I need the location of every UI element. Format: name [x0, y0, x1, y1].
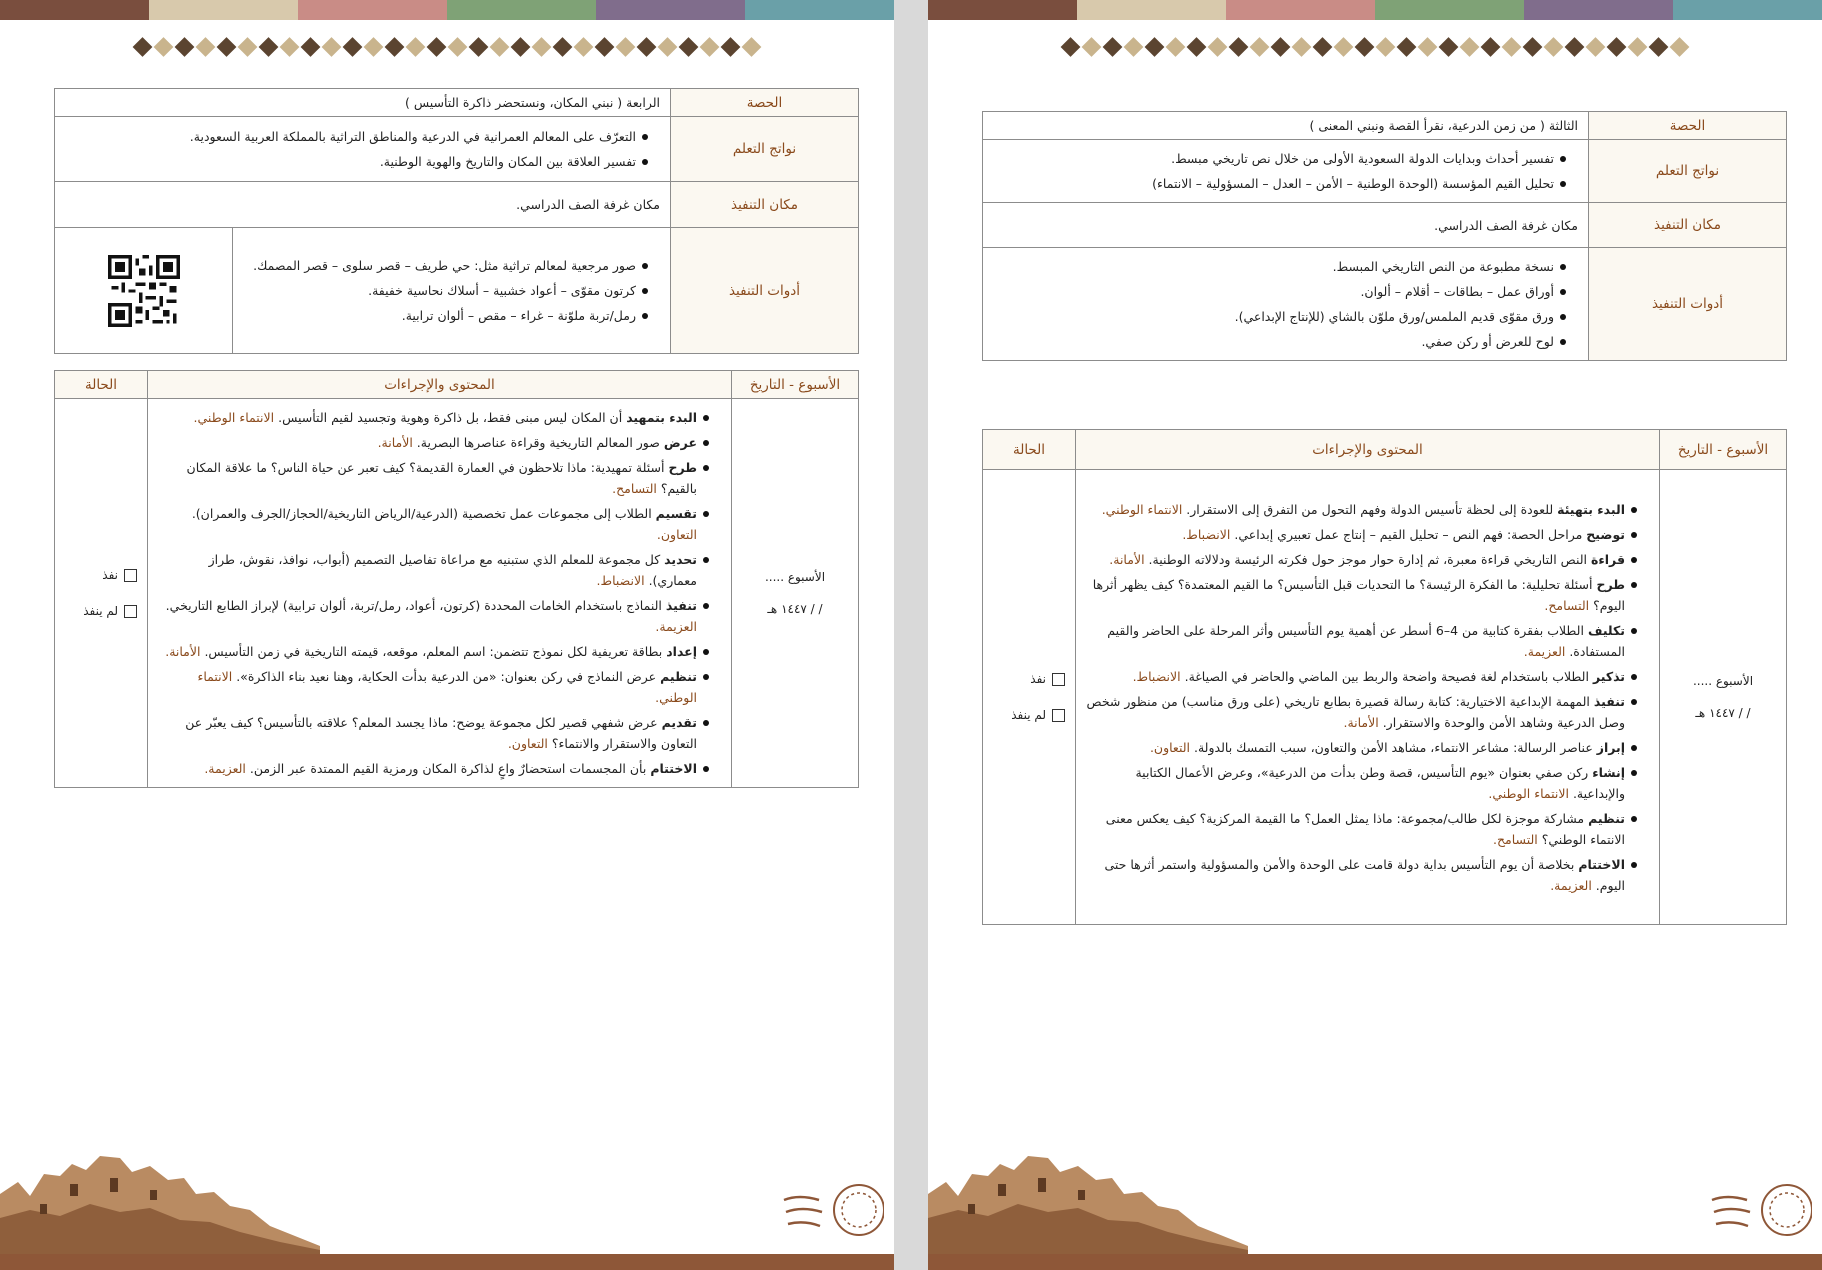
- heritage-buildings-illustration: [928, 1134, 1248, 1254]
- stripe-segment: [1524, 0, 1673, 20]
- stripe-segment: [1673, 0, 1822, 20]
- tools-list: [993, 256, 1578, 352]
- done-checkbox[interactable]: [56, 568, 137, 582]
- step-verb: توضيح: [1586, 526, 1625, 542]
- procedure-step: [1086, 549, 1637, 570]
- done-label: نفذ: [102, 568, 118, 582]
- step-text: الطلاب بفقرة كتابية من 4–6 أسطر عن أهمية يوم التأسيس وأثر المرحلة على الحاضر والقيم المستفادة.: [1107, 622, 1625, 659]
- step-text: مشاركة موجزة لكل طالب/مجموعة: ماذا يمثل العمل؟ ما القيمة المركزية؟ كيف يعكس معنى الانتماء الوطني؟: [1105, 810, 1625, 847]
- value-tag: التعاون.: [507, 736, 548, 751]
- tools-label: أدوات التنفيذ: [1589, 248, 1787, 361]
- bottom-bar: [0, 1254, 894, 1270]
- step-verb: تنظيم: [660, 669, 697, 684]
- outcomes-label: نواتج التعلم: [671, 117, 859, 182]
- place-value: مكان غرفة الصف الدراسي.: [55, 182, 671, 228]
- step-text: مراحل الحصة: فهم النص – تحليل القيم – إنتاج عمل تعبيري إبداعي.: [1230, 526, 1587, 542]
- procedure-step: [1086, 620, 1637, 662]
- done-label: نفذ: [1030, 672, 1046, 686]
- diamond-ornament: [1082, 37, 1102, 57]
- step-verb: تنظيم: [1588, 810, 1625, 826]
- procedure-step: [1086, 808, 1637, 850]
- stripe-segment: [1226, 0, 1375, 20]
- diamond-ornament: [322, 37, 342, 57]
- top-color-stripe: [928, 0, 1822, 20]
- diamond-ornament: [553, 37, 573, 57]
- value-tag: العزيمة.: [204, 761, 246, 776]
- page-right: [928, 0, 1822, 1270]
- list-item: تفسير أحداث وبدايات الدولة السعودية الأولى من خلال نص تاريخي مبسط.: [993, 148, 1566, 169]
- diamond-ornament: [1250, 37, 1270, 57]
- stripe-segment: [596, 0, 745, 20]
- step-text: بخلاصة أن يوم التأسيس بداية دولة قامت على الوحدة والأمن والمسؤولية واستمر أثرها حتى اليوم.: [1104, 856, 1625, 893]
- list-item: تحليل القيم المؤسسة (الوحدة الوطنية – الأمن – العدل – المسؤولية – الانتماء): [993, 173, 1566, 194]
- value-tag: الانضباط.: [1132, 668, 1181, 684]
- qr-cell: [55, 228, 233, 354]
- diamond-ornament: [133, 37, 153, 57]
- tools-list: [243, 255, 660, 326]
- place-label: مكان التنفيذ: [1589, 203, 1787, 248]
- value-tag: الأمانة.: [1343, 714, 1379, 730]
- lesson-info-table: [54, 88, 859, 354]
- diamond-ornament: [280, 37, 300, 57]
- step-verb: طرح: [1596, 576, 1625, 592]
- procedure-step: [1086, 574, 1637, 616]
- diamond-ornament: [1376, 37, 1396, 57]
- diamond-ornament: [1565, 37, 1585, 57]
- checkbox-box[interactable]: [124, 605, 137, 618]
- outcomes-list: [65, 126, 660, 172]
- list-item: صور مرجعية لمعالم تراثية مثل: حي طريف – قصر سلوى – قصر المصمك.: [243, 255, 648, 276]
- outcomes-list: [993, 148, 1578, 194]
- diamond-ornament: [1397, 37, 1417, 57]
- diamond-ornament: [1418, 37, 1438, 57]
- step-verb: طرح: [668, 460, 697, 475]
- diamond-ornament: [1145, 37, 1165, 57]
- not-done-checkbox[interactable]: [984, 708, 1065, 722]
- qr-code-icon[interactable]: [108, 255, 180, 327]
- heritage-buildings-illustration: [0, 1134, 320, 1254]
- diamond-ornament: [679, 37, 699, 57]
- step-verb: البدء بتمهيد: [626, 410, 697, 425]
- diamond-ornament: [1271, 37, 1291, 57]
- done-checkbox[interactable]: [984, 672, 1065, 686]
- diamond-border: [1062, 38, 1689, 56]
- procedure-step: [1086, 691, 1637, 733]
- not-done-checkbox[interactable]: [56, 604, 137, 618]
- col-status-header: الحالة: [55, 371, 148, 399]
- value-tag: الانتماء الوطني.: [1101, 501, 1183, 517]
- place-value: مكان غرفة الصف الدراسي.: [983, 203, 1589, 248]
- step-verb: تذكير: [1592, 668, 1625, 684]
- diamond-ornament: [1628, 37, 1648, 57]
- week-date-cell: [1660, 470, 1787, 925]
- top-color-stripe: [0, 0, 894, 20]
- diamond-ornament: [343, 37, 363, 57]
- diamond-ornament: [385, 37, 405, 57]
- diamond-ornament: [1292, 37, 1312, 57]
- step-text: ركن صفي بعنوان «يوم التأسيس، قصة وطن بدأت من الدرعية»، وعرض الأعمال الكتابية والإبداعية.: [1135, 764, 1625, 801]
- procedure-step: [158, 641, 709, 662]
- diamond-ornament: [1502, 37, 1522, 57]
- step-verb: إبراز: [1596, 739, 1625, 755]
- date-text: / / ١٤٤٧ هـ: [767, 602, 823, 616]
- step-verb: تنفيذ: [665, 598, 697, 613]
- stripe-segment: [745, 0, 894, 20]
- step-text: أن المكان ليس مبنى فقط، بل ذاكرة وهوية وتجسيد لقيم التأسيس.: [274, 410, 627, 425]
- place-label: مكان التنفيذ: [671, 182, 859, 228]
- diamond-ornament: [427, 37, 447, 57]
- diamond-ornament: [1334, 37, 1354, 57]
- session-title: الثالثة ( من زمن الدرعية، نقرأ القصة ونبني المعنى ): [983, 112, 1589, 140]
- diamond-ornament: [1544, 37, 1564, 57]
- diamond-ornament: [448, 37, 468, 57]
- diamond-ornament: [1187, 37, 1207, 57]
- page-left: [0, 0, 894, 1270]
- diamond-ornament: [511, 37, 531, 57]
- diamond-ornament: [658, 37, 678, 57]
- procedure-step: [1086, 524, 1637, 545]
- value-tag: العزيمة.: [1523, 643, 1566, 659]
- checkbox-box[interactable]: [1052, 709, 1065, 722]
- diamond-ornament: [1124, 37, 1144, 57]
- diamond-ornament: [574, 37, 594, 57]
- checkbox-box[interactable]: [124, 569, 137, 582]
- diamond-ornament: [1460, 37, 1480, 57]
- diamond-ornament: [1229, 37, 1249, 57]
- diamond-ornament: [637, 37, 657, 57]
- list-item: كرتون مقوّى – أعواد خشبية – أسلاك نحاسية خفيفة.: [243, 280, 648, 301]
- value-tag: التعاون.: [656, 527, 697, 542]
- steps-list: [158, 407, 721, 779]
- diamond-ornament: [175, 37, 195, 57]
- col-content-header: المحتوى والإجراءات: [1076, 430, 1660, 470]
- procedure-step: [158, 503, 709, 545]
- step-verb: عرض: [663, 435, 697, 450]
- diamond-ornament: [742, 37, 762, 57]
- procedures-table: [54, 370, 859, 788]
- step-verb: قراءة: [1590, 551, 1625, 567]
- diamond-ornament: [1481, 37, 1501, 57]
- week-text: الأسبوع .....: [764, 570, 826, 584]
- diamond-ornament: [595, 37, 615, 57]
- stripe-segment: [298, 0, 447, 20]
- step-text: بطاقة تعريفية لكل نموذج تتضمن: اسم المعلم، موقعه، قيمته التاريخية في زمن التأسيس.: [200, 644, 667, 659]
- value-tag: الانضباط.: [1182, 526, 1231, 542]
- value-tag: التسامح.: [612, 481, 657, 496]
- procedure-step: [158, 457, 709, 499]
- step-text: صور المعالم التاريخية وقراءة عناصرها البصرية.: [412, 435, 664, 450]
- step-text: المهمة الإبداعية الاختيارية: كتابة رسالة قصيرة بطابع تاريخي (على ورق مناسب) من منظور شخص وصل الدرعية وشاهد الأمن والوحدة والاستقرار.: [1086, 693, 1625, 730]
- session-label: الحصة: [671, 89, 859, 117]
- outcomes-label: نواتج التعلم: [1589, 140, 1787, 203]
- diamond-ornament: [616, 37, 636, 57]
- list-item: نسخة مطبوعة من النص التاريخي المبسط.: [993, 256, 1566, 277]
- stripe-segment: [0, 0, 149, 20]
- step-verb: إنشاء: [1592, 764, 1625, 780]
- procedure-step: [1086, 666, 1637, 687]
- stripe-segment: [149, 0, 298, 20]
- col-content-header: المحتوى والإجراءات: [148, 371, 732, 399]
- procedure-step: [158, 712, 709, 754]
- step-text: أسئلة تمهيدية: ماذا تلاحظون في العمارة القديمة؟ كيف تعبر عن حياة الناس؟ ما علاقة المكان بالقيم؟: [186, 460, 697, 496]
- stripe-segment: [1375, 0, 1524, 20]
- steps-list: [1086, 499, 1649, 896]
- status-cell: [983, 470, 1076, 925]
- step-text: للعودة إلى لحظة تأسيس الدولة وفهم التحول من التفرق إلى الاستقرار.: [1182, 501, 1558, 517]
- diamond-ornament: [301, 37, 321, 57]
- diamond-ornament: [1166, 37, 1186, 57]
- value-tag: الانضباط.: [596, 573, 645, 588]
- step-text: كل مجموعة للمعلم الذي ستبنيه مع مراعاة تفاصيل التصميم (أبواب، نوافذ، نقوش، طراز معماري).: [208, 552, 697, 588]
- diamond-ornament: [364, 37, 384, 57]
- diamond-ornament: [721, 37, 741, 57]
- list-item: تفسير العلاقة بين المكان والتاريخ والهوية الوطنية.: [65, 151, 648, 172]
- step-text: أسئلة تحليلية: ما الفكرة الرئيسة؟ ما التحديات قبل التأسيس؟ ما القيم المعتمدة؟ كيف يظهر أثرها اليوم؟: [1092, 576, 1625, 613]
- step-verb: تحديد: [664, 552, 697, 567]
- value-tag: الانتماء الوطني.: [193, 410, 275, 425]
- value-tag: الأمانة.: [165, 644, 201, 659]
- procedure-step: [158, 549, 709, 591]
- value-tag: الأمانة.: [1109, 551, 1145, 567]
- procedure-step: [1086, 854, 1637, 896]
- step-text: عرض النماذج في ركن بعنوان: «من الدرعية بدأت الحكاية، وهنا نعيد بناء الذاكرة».: [232, 669, 661, 684]
- list-item: التعرّف على المعالم العمرانية في الدرعية والمناطق التراثية بالمملكة العربية السعودية.: [65, 126, 648, 147]
- diamond-ornament: [1586, 37, 1606, 57]
- diamond-ornament: [196, 37, 216, 57]
- step-text: بأن المجسمات استحضارٌ واعٍ لذاكرة المكان ورمزية القيم الممتدة عبر الزمن.: [245, 761, 651, 776]
- diamond-ornament: [1061, 37, 1081, 57]
- stripe-segment: [1077, 0, 1226, 20]
- step-verb: إعداد: [666, 644, 697, 659]
- col-week-header: الأسبوع - التاريخ: [732, 371, 859, 399]
- diamond-ornament: [1439, 37, 1459, 57]
- diamond-border: [134, 38, 761, 56]
- diamond-ornament: [469, 37, 489, 57]
- diamond-ornament: [1103, 37, 1123, 57]
- procedure-step: [158, 595, 709, 637]
- value-tag: الانتماء الوطني.: [1488, 785, 1569, 801]
- diamond-ornament: [238, 37, 258, 57]
- list-item: لوح للعرض أو ركن صفي.: [993, 331, 1566, 352]
- diamond-ornament: [490, 37, 510, 57]
- step-verb: تقديم: [661, 715, 697, 730]
- step-text: النماذج باستخدام الخامات المحددة (كرتون، أعواد، رمل/تربة، ألوان ترابية) لإبراز الطابع التاريخي.: [165, 598, 666, 613]
- not-done-label: لم ينفذ: [1011, 708, 1046, 722]
- diamond-ornament: [1607, 37, 1627, 57]
- step-verb: البدء بتهيئة: [1557, 501, 1625, 517]
- value-tag: التعاون.: [1149, 739, 1191, 755]
- tools-label: أدوات التنفيذ: [671, 228, 859, 354]
- value-tag: التسامح.: [1493, 831, 1538, 847]
- procedures-table: [982, 429, 1787, 925]
- step-text: عرض شفهي قصير لكل مجموعة يوضح: ماذا يجسد المعلم؟ علاقته بالتأسيس؟ كيف يعبّر عن التعاون والاستقرار والانتماء؟: [185, 715, 697, 751]
- step-text: الطلاب إلى مجموعات عمل تخصصية (الدرعية/الرياض التاريخية/الحجاز/الجرف والعمران).: [191, 506, 656, 521]
- procedure-step: [1086, 762, 1637, 804]
- procedure-step: [158, 758, 709, 779]
- procedure-step: [1086, 499, 1637, 520]
- week-date-cell: [732, 399, 859, 788]
- status-cell: [55, 399, 148, 788]
- procedure-step: [1086, 737, 1637, 758]
- lesson-info-table: [982, 111, 1787, 361]
- diamond-ornament: [406, 37, 426, 57]
- diamond-ornament: [154, 37, 174, 57]
- checkbox-box[interactable]: [1052, 673, 1065, 686]
- col-status-header: الحالة: [983, 430, 1076, 470]
- value-tag: الانتماء الوطني.: [197, 669, 697, 705]
- session-label: الحصة: [1589, 112, 1787, 140]
- step-text: عناصر الرسالة: مشاعر الانتماء، مشاهد الأمن والتعاون، سبب التمسك بالدولة.: [1190, 739, 1597, 755]
- stripe-segment: [928, 0, 1077, 20]
- value-tag: الأمانة.: [377, 435, 413, 450]
- procedure-step: [158, 432, 709, 453]
- diamond-ornament: [217, 37, 237, 57]
- diamond-ornament: [259, 37, 279, 57]
- diamond-ornament: [1649, 37, 1669, 57]
- step-text: الطلاب باستخدام لغة فصيحة واضحة والربط بين الماضي والحاضر في الصياغة.: [1180, 668, 1593, 684]
- step-verb: تقسيم: [655, 506, 697, 521]
- step-text: النص التاريخي قراءة معبرة، ثم إدارة حوار موجز حول فكرته الرئيسة ودلالاته الوطنية.: [1144, 551, 1591, 567]
- founding-day-logo-icon: [1702, 1180, 1812, 1240]
- value-tag: التسامح.: [1544, 597, 1590, 613]
- list-item: ورق مقوّى قديم الملمس/ورق ملوّن بالشاي (للإنتاج الإبداعي).: [993, 306, 1566, 327]
- list-item: أوراق عمل – بطاقات – أقلام – ألوان.: [993, 281, 1566, 302]
- bottom-bar: [928, 1254, 1822, 1270]
- value-tag: العزيمة.: [655, 619, 697, 634]
- diamond-ornament: [1670, 37, 1690, 57]
- diamond-ornament: [532, 37, 552, 57]
- diamond-ornament: [1523, 37, 1543, 57]
- diamond-ornament: [1208, 37, 1228, 57]
- diamond-ornament: [1355, 37, 1375, 57]
- not-done-label: لم ينفذ: [83, 604, 118, 618]
- date-text: / / ١٤٤٧ هـ: [1695, 706, 1751, 720]
- procedure-step: [158, 407, 709, 428]
- stripe-segment: [447, 0, 596, 20]
- diamond-ornament: [700, 37, 720, 57]
- step-verb: الاختتام: [1578, 856, 1625, 872]
- founding-day-logo-icon: [774, 1180, 884, 1240]
- step-verb: الاختتام: [650, 761, 697, 776]
- step-verb: تكليف: [1587, 622, 1625, 638]
- list-item: رمل/تربة ملوّنة – غراء – مقص – ألوان ترابية.: [243, 305, 648, 326]
- col-week-header: الأسبوع - التاريخ: [1660, 430, 1787, 470]
- step-verb: تنفيذ: [1593, 693, 1625, 709]
- week-text: الأسبوع .....: [1692, 674, 1754, 688]
- procedure-step: [158, 666, 709, 708]
- value-tag: العزيمة.: [1550, 877, 1592, 893]
- diamond-ornament: [1313, 37, 1333, 57]
- session-title: الرابعة ( نبني المكان، ونستحضر ذاكرة التأسيس ): [55, 89, 671, 117]
